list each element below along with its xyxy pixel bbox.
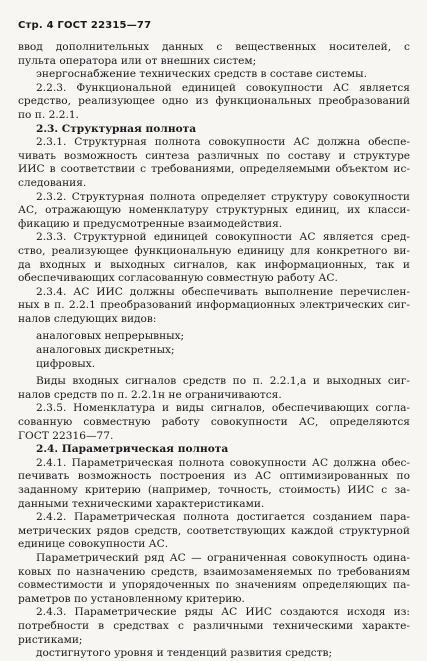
text-line: 2.4.2. Параметрическая полнота достигается созданием пара- [36, 511, 410, 524]
text-line: 2.4.3. Параметрические ряды АС ИИС создаются исходя из: [36, 606, 410, 619]
text-line: совместимости и упорядоченных по значениям определяющих па- [18, 579, 410, 592]
text-line: средство, реализующее одно из функциональных преобразований [18, 95, 410, 108]
text-line: 2.3.5. Номенклатура и виды сигналов, обеспечивающих согла- [36, 402, 410, 415]
document-body [18, 41, 410, 661]
text-line: печивать возможность построения из АС оптимизированных по [18, 470, 410, 483]
paragraph [18, 344, 410, 358]
text-line: 2.3.3. Структурной единицей совокупности АС является сред- [36, 231, 410, 244]
paragraph [18, 358, 410, 372]
paragraph [18, 375, 410, 402]
text-line: аналоговых дискретных; [36, 344, 175, 357]
text-line: следования. [18, 176, 87, 189]
paragraph [18, 136, 410, 190]
text-line: налов средств по п. 2.2.1н не ограничиваются. [18, 388, 282, 401]
text-line: ство, реализующее функциональную единицу для конкретного ви- [18, 244, 410, 257]
text-line: 2.4. Параметрическая полнота [36, 443, 229, 456]
paragraph [18, 286, 410, 327]
text-line: достигнутого уровня и тенденций развития средств; [36, 647, 333, 660]
paragraph [18, 231, 410, 285]
text-line: 2.2.3. Функциональной единицей совокупности АС является [36, 81, 410, 94]
paragraph [18, 330, 410, 344]
text-line: данными техническими характеристиками. [18, 497, 265, 510]
text-line: пульта оператора или от внешних систем; [18, 54, 257, 67]
text-line: заданному критерию (например, точность, стоимость) ИИС с за- [18, 484, 410, 496]
text-line: метрических рядов средств, соответствующих каждой структурной [18, 524, 410, 537]
paragraph [18, 41, 410, 68]
text-line: 2.3. Структурная полнота [36, 122, 197, 135]
text-line: ИИС в соответствии с требованиями, определяемыми объектом ис- [18, 163, 410, 176]
text-line: по п. 2.2.1. [18, 108, 79, 121]
text-line: 2.3.2. Структурная полнота определяет структуру совокупности [36, 190, 410, 203]
paragraph [18, 552, 410, 606]
text-line: налов следующих видов: [18, 312, 157, 325]
paragraph [18, 402, 410, 443]
text-line: раметров по установленному критерию. [18, 592, 245, 605]
text-line: аналоговых непрерывных; [36, 330, 185, 343]
text-line: Виды входных сигналов средств по п. 2.2.1,а и выходных сиг- [36, 375, 410, 388]
text-line: да входных и выходных сигналов, как информационных, так и [18, 258, 410, 271]
text-line: ввод дополнительных данных с вещественных носителей, с [18, 41, 410, 53]
text-line: цифровых. [36, 357, 96, 370]
text-line: чивать возможность синтеза различных по составу и структуре [18, 149, 410, 162]
paragraph [18, 511, 410, 552]
text-line: ных в п. 2.2.1 преобразований информационных электрических сиг- [18, 299, 410, 312]
text-line: потребности в средствах с различными техническими характе- [18, 619, 410, 632]
page-header: Стр. 4 ГОСТ 22315—77 [18, 20, 152, 31]
paragraph [18, 606, 410, 647]
text-line: сованную совместную работу совокупности АС, определяются [18, 416, 410, 429]
text-line: фикацию и предусмотренные взаимодействия. [18, 217, 283, 230]
paragraph [18, 457, 410, 511]
text-line: ристиками; [18, 633, 83, 646]
text-line: ГОСТ 22316—77. [18, 429, 114, 442]
section-heading [18, 123, 410, 137]
text-line: обеспечивающих согласованную совместную работу АС. [18, 272, 338, 285]
text-line: энергоснабжение технических средств в составе системы. [36, 68, 367, 81]
section-heading [18, 443, 410, 457]
paragraph [18, 647, 410, 661]
paragraph [18, 82, 410, 123]
text-line: Параметрический ряд АС — ограниченная совокупность одина- [36, 551, 410, 564]
text-line: 2.3.1. Структурная полнота совокупности АС должна обеспе- [36, 136, 410, 149]
text-line: ковых по назначению средств, взаимозаменяемых по требованиям [18, 565, 410, 578]
text-line: 2.3.4. АС ИИС должны обеспечивать выполнение перечислен- [36, 285, 410, 298]
paragraph [18, 191, 410, 232]
text-line: АС, отражающую номенклатуру структурных единиц, их класси- [18, 204, 410, 217]
text-line: 2.4.1. Параметрическая полнота совокупности АС должна обес- [36, 456, 410, 469]
text-line: единице совокупности АС. [18, 538, 169, 551]
paragraph [18, 68, 410, 82]
